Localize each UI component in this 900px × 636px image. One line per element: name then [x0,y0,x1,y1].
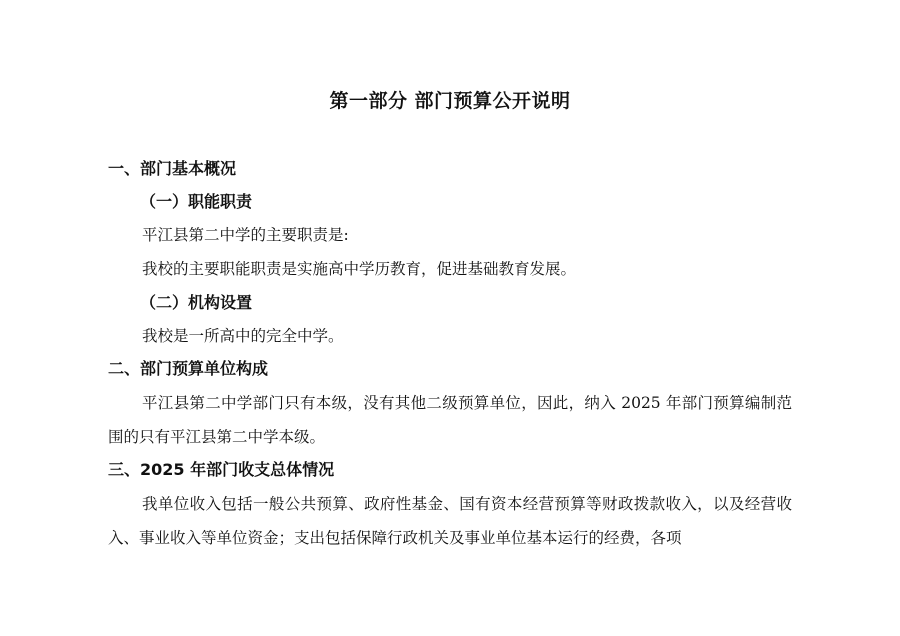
section-heading-overview: 一、部门基本概况 [108,159,237,178]
paragraph-budget-overview: 我单位收入包括一般公共预算、政府性基金、国有资本经营预算等财政拨款收入，以及经营收入、事业收入等单位资金；支出包括保障行政机关及事业单位基本运行的经费，各项 [108,495,792,547]
paragraph-units: 平江县第二中学部门只有本级，没有其他二级预算单位，因此，纳入 2025 年部门预算编制范围的只有平江县第二中学本级。 [108,394,792,446]
subsection-heading-duties: （一）职能职责 [140,192,253,211]
paragraph-structure: 我校是一所高中的完全中学。 [142,327,344,345]
paragraph-duties-intro: 平江县第二中学的主要职责是: [142,226,349,244]
section-heading-budget-overview: 三、2025 年部门收支总体情况 [108,460,335,479]
section-heading-units: 二、部门预算单位构成 [108,359,269,378]
document-title: 第一部分 部门预算公开说明 [329,90,571,112]
subsection-heading-structure: （二）机构设置 [140,293,253,312]
paragraph-duties-main: 我校的主要职能职责是实施高中学历教育，促进基础教育发展。 [142,260,577,278]
